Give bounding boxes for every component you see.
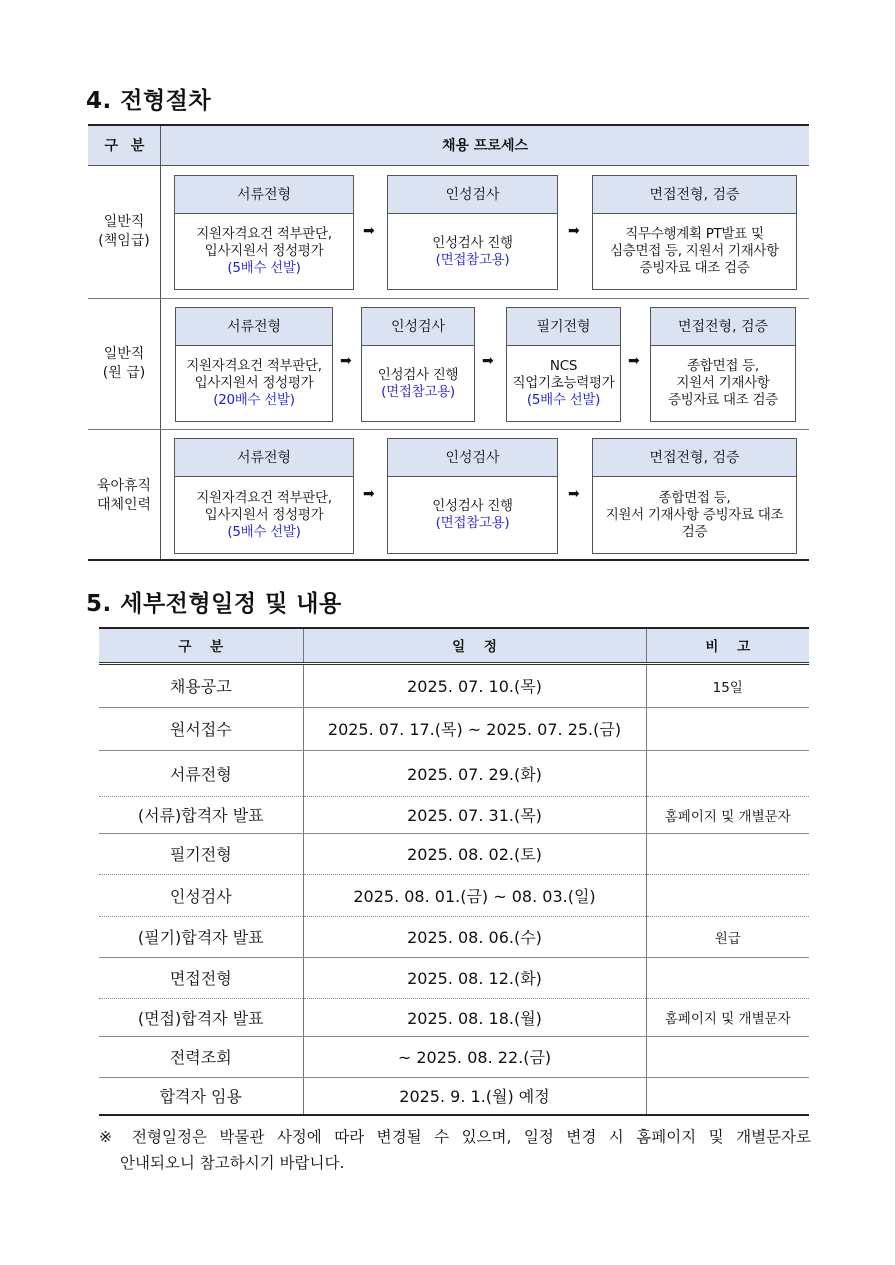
- table-row: [99, 1077, 809, 1115]
- step-body: [507, 346, 620, 421]
- step-title: 면접전형, 검증: [651, 308, 795, 346]
- step-title: 필기전형: [507, 308, 620, 346]
- schedule-item: 전력조회: [99, 1036, 303, 1077]
- schedule-item: 필기전형: [99, 833, 303, 874]
- step-body: [175, 477, 353, 553]
- schedule-note: 홈페이지 및 개별문자: [646, 998, 809, 1036]
- step-line: 입사지원서 정성평가: [194, 375, 314, 391]
- step-line: 지원서 기재사항: [676, 375, 770, 391]
- schedule-note: [646, 833, 809, 874]
- schedule-item: 합격자 임용: [99, 1077, 303, 1115]
- process-row-label: [88, 430, 160, 561]
- arrow-right-icon: ➡: [568, 223, 580, 239]
- step-line: 지원자격요건 적부판단,: [196, 489, 332, 506]
- step-document-screening: [174, 438, 354, 554]
- arrow-right-icon: ➡: [568, 486, 580, 502]
- step-note: (5배수 선발): [526, 392, 601, 408]
- schedule-item: 서류전형: [99, 750, 303, 796]
- schedule-item: 원서접수: [99, 707, 303, 750]
- schedule-item: 인성검사: [99, 874, 303, 916]
- step-note: (면접참고용): [435, 251, 510, 268]
- step-body: [362, 346, 474, 421]
- step-note: (면접참고용): [435, 515, 510, 531]
- step-line: 지원자격요건 적부판단,: [186, 358, 322, 374]
- schedule-date: 2025. 07. 17.(목) ~ 2025. 07. 25.(금): [303, 707, 646, 750]
- schedule-note: 홈페이지 및 개별문자: [646, 796, 809, 833]
- table-row: [99, 1036, 809, 1077]
- footnote-line2: 안내되오니 참고하시기 바랍니다.: [120, 1154, 345, 1172]
- step-note: (5배수 선발): [227, 523, 301, 540]
- row-label-line1: 일반직: [103, 346, 145, 362]
- row-label-line2: (원 급): [102, 365, 146, 381]
- schedule-date: 2025. 08. 06.(수): [303, 916, 646, 957]
- step-line: 증빙자료 대조 검증: [668, 392, 778, 408]
- step-line: NCS: [549, 358, 578, 374]
- step-body: [175, 214, 353, 289]
- step-note: (면접참고용): [381, 383, 455, 400]
- schedule-date: 2025. 08. 12.(화): [303, 957, 646, 998]
- step-line: 직업기초능력평가: [512, 375, 615, 391]
- footnote-line1: ※ 전형일정은 박물관 사정에 따라 변경될 수 있으며, 일정 변경 시 홈페이지 및 개별문자로: [99, 1128, 811, 1146]
- step-personality-test: [361, 307, 475, 422]
- step-line: 인성검사 진행: [377, 366, 459, 383]
- schedule-item: (서류)합격자 발표: [99, 796, 303, 833]
- step-line: 입사지원서 정성평가: [204, 506, 324, 523]
- arrow-right-icon: ➡: [363, 486, 375, 502]
- arrow-right-icon: ➡: [482, 353, 494, 369]
- table-row: [99, 998, 809, 1036]
- process-header-category: 구 분: [104, 138, 145, 154]
- schedule-date: 2025. 9. 1.(월) 예정: [303, 1077, 646, 1115]
- arrow-right-icon: ➡: [363, 223, 375, 239]
- table-row: [99, 663, 809, 707]
- schedule-date: 2025. 08. 18.(월): [303, 998, 646, 1036]
- arrow-right-icon: ➡: [628, 353, 640, 369]
- process-row-senior: [88, 166, 809, 298]
- schedule-header-item: 구 분: [99, 628, 303, 663]
- schedule-date: 2025. 08. 01.(금) ~ 08. 03.(일): [303, 874, 646, 916]
- table-row: [99, 916, 809, 957]
- step-document-screening: [175, 307, 333, 422]
- schedule-note: [646, 1077, 809, 1115]
- process-row-label: [88, 299, 160, 429]
- step-title: 인성검사: [388, 176, 557, 214]
- step-note: (5배수 선발): [227, 260, 301, 276]
- table-row: [99, 750, 809, 796]
- section5-title: 5. 세부전형일정 및 내용: [86, 591, 342, 617]
- step-personality-test: [387, 175, 558, 290]
- schedule-date: 2025. 07. 10.(목): [303, 663, 646, 707]
- table-row: [99, 957, 809, 998]
- schedule-date: 2025. 07. 31.(목): [303, 796, 646, 833]
- row-label-line2: (책임급): [98, 233, 150, 249]
- step-title: 인성검사: [388, 439, 557, 477]
- table-row: [99, 833, 809, 874]
- step-line: 종합면접 등,: [687, 358, 759, 374]
- schedule-note: [646, 750, 809, 796]
- step-body: [388, 214, 557, 289]
- step-title: 인성검사: [362, 308, 474, 346]
- schedule-table: [99, 627, 809, 1116]
- schedule-item: 채용공고: [99, 663, 303, 707]
- step-body: [388, 477, 557, 553]
- step-written-test: [506, 307, 621, 422]
- step-body: [593, 214, 796, 289]
- schedule-header-note: 비 고: [646, 628, 809, 663]
- row-label-line2: 대체인력: [96, 496, 152, 513]
- table-row: [99, 796, 809, 833]
- step-line: 종합면접 등,: [658, 489, 731, 506]
- process-row-replacement: [88, 429, 809, 561]
- process-header-process: 채용 프로세스: [441, 138, 529, 154]
- schedule-date: 2025. 08. 02.(토): [303, 833, 646, 874]
- step-line: 지원자격요건 적부판단,: [196, 226, 332, 242]
- schedule-item: (필기)합격자 발표: [99, 916, 303, 957]
- schedule-note: [646, 874, 809, 916]
- schedule-note: [646, 707, 809, 750]
- schedule-date: 2025. 07. 29.(화): [303, 750, 646, 796]
- schedule-item: (면접)합격자 발표: [99, 998, 303, 1036]
- process-table: [88, 124, 809, 561]
- step-title: 면접전형, 검증: [593, 439, 796, 477]
- step-line: 인성검사 진행: [432, 498, 513, 514]
- step-line: 인성검사 진행: [432, 234, 513, 251]
- schedule-note: 원급: [646, 916, 809, 957]
- step-body: [651, 346, 795, 421]
- process-row-staff: [88, 298, 809, 429]
- step-line: 직무수행계획 PT발표 및: [625, 226, 764, 242]
- schedule-header-row: [99, 628, 809, 663]
- table-row: [99, 707, 809, 750]
- step-line: 입사지원서 정성평가: [204, 243, 324, 259]
- row-label-line1: 육아휴직: [96, 477, 152, 494]
- schedule-item: 면접전형: [99, 957, 303, 998]
- schedule-note: [646, 1036, 809, 1077]
- step-body: [593, 477, 796, 553]
- process-table-header: [88, 126, 809, 166]
- step-interview: [592, 438, 797, 554]
- step-title: 서류전형: [176, 308, 332, 346]
- step-title: 서류전형: [175, 439, 353, 477]
- step-personality-test: [387, 438, 558, 554]
- step-document-screening: [174, 175, 354, 290]
- schedule-note: [646, 957, 809, 998]
- step-body: [176, 346, 332, 421]
- step-title: 면접전형, 검증: [593, 176, 796, 214]
- step-line: 심층면접 등, 지원서 기재사항: [610, 243, 779, 259]
- schedule-date: ~ 2025. 08. 22.(금): [303, 1036, 646, 1077]
- step-interview: [592, 175, 797, 290]
- step-interview: [650, 307, 796, 422]
- process-row-label: [88, 166, 160, 298]
- step-note: (20배수 선발): [213, 392, 295, 408]
- step-line: 증빙자료 대조 검증: [639, 260, 750, 276]
- step-title: 서류전형: [175, 176, 353, 214]
- section4-title: 4. 전형절차: [86, 88, 212, 114]
- arrow-right-icon: ➡: [340, 353, 352, 369]
- table-row: [99, 874, 809, 916]
- step-line: 지원서 기재사항 증빙자료 대조: [605, 506, 784, 523]
- step-line: 검증: [681, 523, 708, 540]
- row-label-line1: 일반직: [103, 214, 145, 230]
- schedule-header-date: 일 정: [303, 628, 646, 663]
- schedule-footnote: [99, 1124, 811, 1176]
- schedule-note: 15일: [646, 663, 809, 707]
